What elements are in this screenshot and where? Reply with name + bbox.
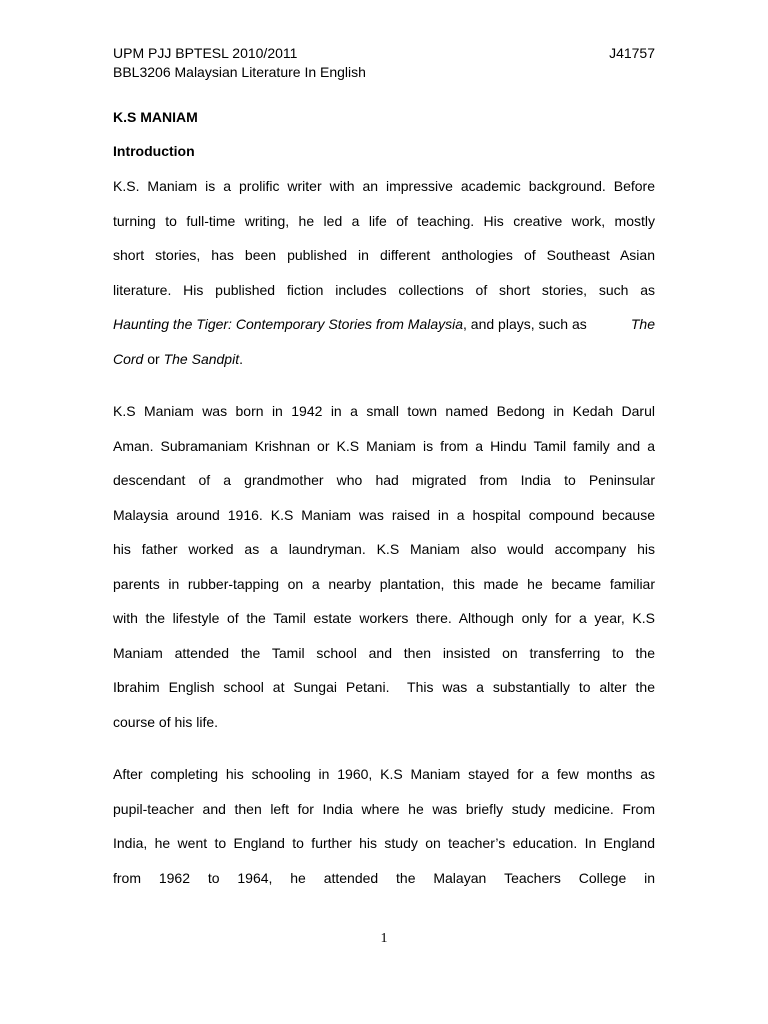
text-line: Cord or The Sandpit. [113, 350, 243, 367]
paragraph-biography [113, 394, 655, 739]
text-line: turning to full-time writing, he led a life of teaching. His creative work, mostly [113, 212, 655, 229]
document-title: K.S MANIAM [113, 109, 198, 125]
text-line: India, he went to England to further his study on teacher’s education. In England [113, 835, 655, 851]
course-code-header: UPM PJJ BPTESL 2010/2011 [113, 45, 298, 61]
word: College [578, 869, 627, 886]
text-line: descendant of a grandmother who had migrated from India to Peninsular [113, 472, 655, 488]
text-line: course of his life. [113, 713, 219, 730]
running-header-line-2 [113, 63, 655, 82]
text-line: Aman. Subramaniam Krishnan or K.S Maniam is from a Hindu Tamil family and a [113, 437, 655, 454]
text-line: Malaysia around 1916. K.S Maniam was raised in a hospital compound because [113, 506, 655, 523]
paragraph-introduction [113, 169, 655, 376]
play-title-part: Cord [113, 350, 144, 367]
text-line: short stories, has been published in different anthologies of Southeast Asian [113, 247, 655, 263]
text-line: pupil-teacher and then left for India where he was briefly study medicine. From [113, 800, 655, 817]
text-line: Haunting the Tiger: Contemporary Stories from Malaysia, and plays, such as The [113, 307, 655, 342]
document-page [113, 44, 655, 895]
word: in [644, 869, 655, 886]
word: Teachers [504, 869, 561, 886]
play-title: The Sandpit [163, 350, 240, 367]
section-heading: Introduction [113, 143, 195, 159]
word: Malayan [433, 869, 487, 886]
word: 1962 [158, 869, 190, 886]
word: he [290, 869, 306, 886]
paragraph-education [113, 757, 655, 895]
text-line: literature. His published fiction includes collections of short stories, such as [113, 281, 655, 298]
running-header-line-1 [113, 44, 655, 63]
text-line [113, 861, 655, 896]
word: to [207, 869, 220, 886]
text-line: Maniam attended the Tamil school and then insisted on transferring to the [113, 644, 655, 661]
page-number: 1 [380, 931, 388, 946]
word: from [113, 869, 141, 886]
text-line: K.S Maniam was born in 1942 in a small town named Bedong in Kedah Darul [113, 403, 655, 419]
text-line: parents in rubber-tapping on a nearby plantation, this made he became familiar [113, 575, 655, 592]
student-id-header: J41757 [609, 45, 655, 61]
text-line: with the lifestyle of the Tamil estate workers there. Although only for a year, K.S [113, 610, 655, 626]
text-line: Ibrahim English school at Sungai Petani. This was a substantially to alter the [113, 679, 655, 695]
text-line: his father worked as a laundryman. K.S Maniam also would accompany his [113, 541, 655, 557]
word: the [396, 869, 416, 886]
play-title-part: The [630, 316, 655, 332]
text-line: After completing his schooling in 1960, K.S Maniam stayed for a few months as [113, 766, 655, 782]
text-line: K.S. Maniam is a prolific writer with an impressive academic background. Before [113, 178, 655, 194]
book-title: Haunting the Tiger: Contemporary Stories from Malaysia [113, 316, 464, 332]
word: 1964, [237, 869, 273, 886]
word: attended [323, 869, 379, 886]
course-title-header: BBL3206 Malaysian Literature In English [113, 64, 366, 80]
